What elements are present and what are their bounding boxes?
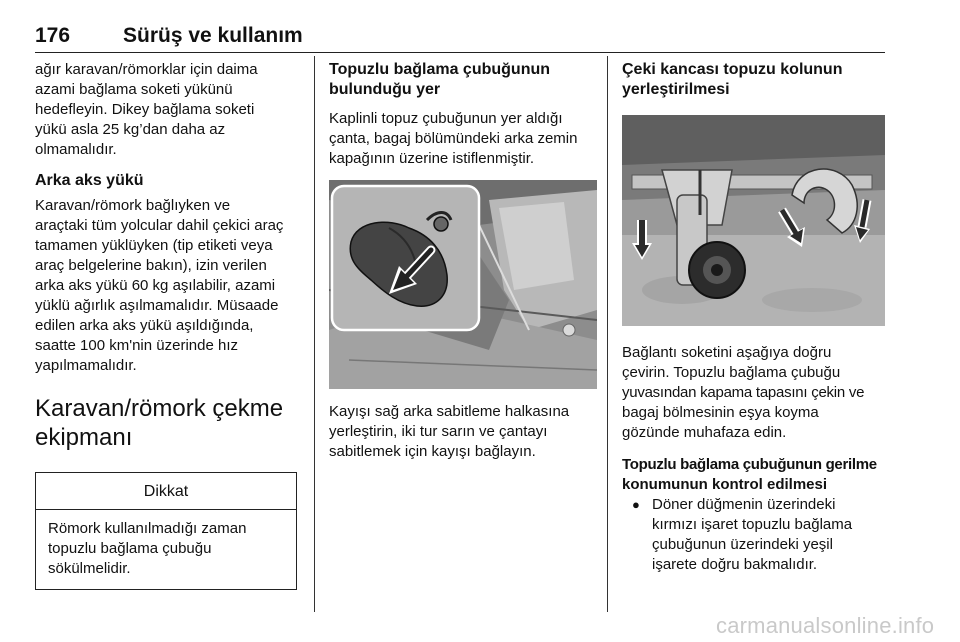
tow-instructions bbox=[622, 343, 892, 575]
section-heading-line: ekipmanı bbox=[35, 424, 133, 451]
intro-paragraph bbox=[35, 60, 305, 160]
text-line: yüklü ağırlık aşılmamalıdır. Müsaade bbox=[35, 297, 279, 314]
tension-check-heading bbox=[622, 455, 892, 495]
heading-line: yerleştirilmesi bbox=[622, 81, 730, 98]
text-line: yapılmamalıdır. bbox=[35, 357, 137, 374]
text-line: gözünde muhafaza edin. bbox=[622, 424, 787, 441]
text-line: arka aks yükü 60 kg aşılabilir, azami bbox=[35, 277, 276, 294]
location-paragraph bbox=[329, 109, 599, 169]
watermark: carmanualsonline.info bbox=[716, 613, 935, 638]
text-line: hedefleyin. Dikey bağlama soketi bbox=[35, 101, 255, 118]
text-line: olmamalıdır. bbox=[35, 141, 117, 158]
text-line: Döner düğmenin üzerindeki bbox=[652, 496, 836, 513]
text-line: tamamen yüklüyken (tip etiketi veya bbox=[35, 237, 273, 254]
tow-bar-socket-illustration bbox=[622, 115, 885, 326]
text-line: işarete doğru bakmalıdır. bbox=[652, 556, 818, 573]
text-line: sökülmelidir. bbox=[48, 560, 131, 577]
column-divider-2 bbox=[607, 56, 608, 612]
tow-heading bbox=[622, 60, 892, 100]
text-line: araçtaki tüm yolcular dahil çekici araç bbox=[35, 217, 284, 234]
text-line: yuvasından kapama tapasını çekin ve bbox=[622, 384, 865, 401]
text-line: yerleştirin, iki tur sarın ve çantayı bbox=[329, 423, 548, 440]
column-3 bbox=[622, 60, 892, 100]
trunk-caption bbox=[329, 402, 599, 462]
text-line: sabitlemek için kayışı bağlayın. bbox=[329, 443, 536, 460]
text-line: Karavan/römork bağlıyken ve bbox=[35, 197, 231, 214]
text-line: çanta, bagaj bölümündeki arka zemin bbox=[329, 130, 578, 147]
text-line: Kayışı sağ arka sabitleme halkasına bbox=[329, 403, 570, 420]
text-line: Römork kullanılmadığı zaman bbox=[48, 520, 247, 537]
location-heading bbox=[329, 60, 599, 100]
page-number: 176 bbox=[35, 24, 71, 47]
text-line: kırmızı işaret topuzlu bağlama bbox=[652, 516, 853, 533]
text-line: kapağının üzerine istiflenmiştir. bbox=[329, 150, 535, 167]
text-line: topuzlu bağlama çubuğu bbox=[48, 540, 212, 557]
rear-axle-paragraph bbox=[35, 196, 305, 376]
chapter-title: Sürüş ve kullanım bbox=[123, 24, 303, 47]
section-heading-line: Karavan/römork çekme bbox=[35, 395, 284, 422]
notice-body bbox=[36, 510, 296, 589]
text-line: Bağlantı soketini aşağıya doğru bbox=[622, 344, 832, 361]
text-line: bagaj bölmesinin eşya koyma bbox=[622, 404, 819, 421]
text-line: çubuğunun üzerindeki yeşil bbox=[652, 536, 833, 553]
rear-axle-heading: Arka aks yükü bbox=[35, 172, 144, 189]
text-line: azami bağlama soketi yükünü bbox=[35, 81, 233, 98]
heading-line: Topuzlu bağlama çubuğunun gerilme bbox=[622, 456, 877, 473]
column-2 bbox=[329, 60, 599, 169]
trunk-bag-illustration bbox=[329, 180, 597, 389]
text-line: çevirin. Topuzlu bağlama çubuğu bbox=[622, 364, 841, 381]
bullet-icon: ● bbox=[632, 497, 640, 512]
column-divider-1 bbox=[314, 56, 315, 612]
notice-title: Dikkat bbox=[36, 473, 296, 510]
bullet-item bbox=[622, 495, 892, 575]
notice-box bbox=[35, 472, 297, 590]
page-header bbox=[35, 0, 885, 53]
column-1 bbox=[35, 60, 305, 590]
text-line: saatte 100 km'nin üzerinde hız bbox=[35, 337, 238, 354]
text-line: yükü asla 25 kg’dan daha az bbox=[35, 121, 226, 138]
text-line: Kaplinli topuz çubuğunun yer aldığı bbox=[329, 110, 563, 127]
text-line: edilen arka aks yükü aşıldığında, bbox=[35, 317, 254, 334]
text-line: ağır karavan/römorklar için daima bbox=[35, 61, 258, 78]
section-heading bbox=[35, 394, 305, 452]
text-line: araç belgelerine bakın), izin verilen bbox=[35, 257, 267, 274]
heading-line: Topuzlu bağlama çubuğunun bbox=[329, 61, 551, 78]
heading-line: konumunun kontrol edilmesi bbox=[622, 476, 828, 493]
heading-line: bulunduğu yer bbox=[329, 81, 441, 98]
heading-line: Çeki kancası topuzu kolunun bbox=[622, 61, 843, 78]
